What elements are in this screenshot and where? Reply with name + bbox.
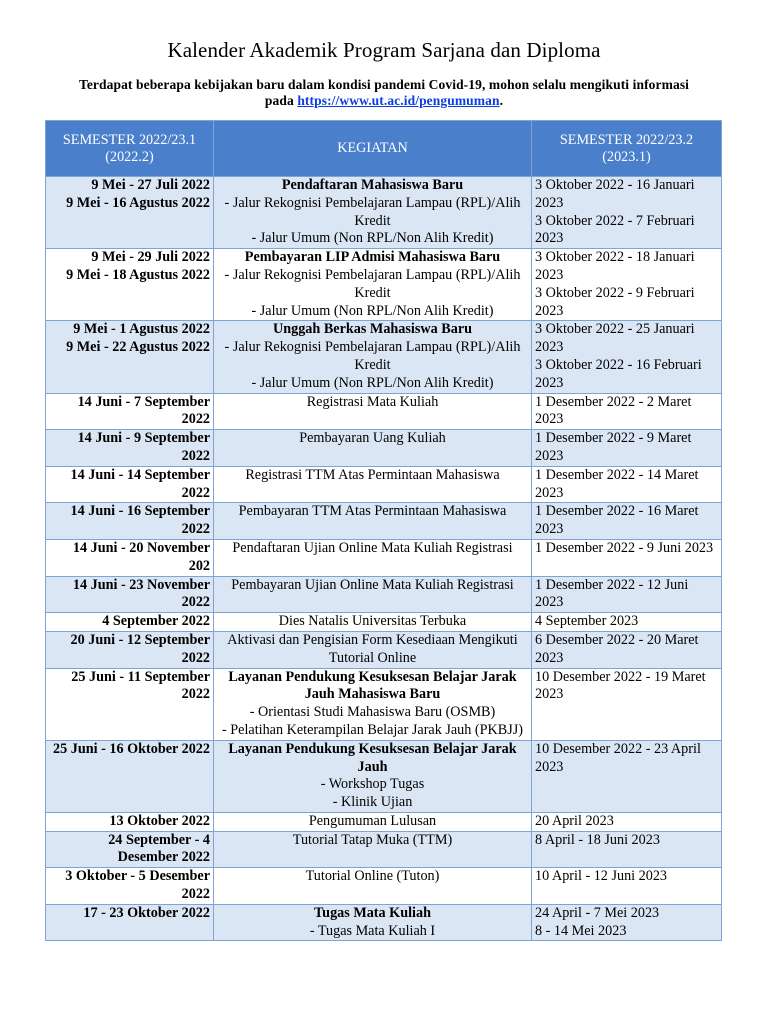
cell-line: - Orientasi Studi Mahasiswa Baru (OSMB) (249, 704, 496, 721)
table-header-row (46, 121, 722, 177)
semester-2-date (532, 831, 722, 868)
cell-line: 25 Juni - 16 Oktober 2022 (53, 740, 210, 757)
cell-line: 20 Juni - 12 September 2022 (70, 631, 210, 666)
activity-detail (217, 813, 528, 831)
cell-line: 9 Mei - 27 Juli 2022 (91, 177, 210, 193)
cell-line: 1 Desember 2022 - 16 Maret 2023 (535, 503, 699, 538)
cell-line: 6 Desember 2022 - 20 Maret 2023 (535, 631, 699, 666)
activity-cell (214, 321, 532, 393)
cell-line: 8 April - 18 Juni 2023 (535, 831, 660, 848)
semester-2-date (532, 321, 722, 393)
activity-detail (217, 540, 528, 558)
cell-line: 8 - 14 Mei 2023 (535, 922, 627, 939)
cell-line: - Jalur Rekognisi Pembelajaran Lampau (RPL)/Alih Kredit (224, 266, 521, 301)
activity-detail (217, 577, 528, 595)
activity-title: Unggah Berkas Mahasiswa Baru (272, 321, 473, 338)
activity-detail (217, 430, 528, 448)
activity-detail (217, 394, 528, 412)
cell-line: 9 Mei - 29 Juli 2022 (91, 249, 210, 266)
intro-suffix: . (499, 93, 504, 108)
semester-1-date (46, 466, 214, 503)
semester-1-date (46, 631, 214, 668)
cell-line: 24 September - 4 Desember 2022 (108, 831, 210, 866)
activity-detail (217, 704, 528, 740)
cell-line: 9 Mei - 18 Agustus 2022 (66, 266, 210, 283)
activity-title: Tugas Mata Kuliah (314, 904, 431, 921)
cell-line: 9 Mei - 22 Agustus 2022 (66, 339, 210, 356)
semester-2-date (532, 668, 722, 740)
semester-1-date (46, 503, 214, 540)
announcement-link[interactable]: https://www.ut.ac.id/pengumuman (297, 93, 500, 108)
cell-line: 1 Desember 2022 - 9 Maret 2023 (535, 430, 692, 464)
cell-line: Tutorial Tatap Muka (TTM) (292, 831, 453, 848)
cell-line: 1 Desember 2022 - 14 Maret 2023 (535, 466, 699, 501)
semester-1-date (46, 249, 214, 321)
cell-line: - Jalur Rekognisi Pembelajaran Lampau (RPL)/Alih Kredit (224, 194, 521, 229)
table-row (46, 868, 722, 905)
activity-detail (217, 923, 528, 941)
activity-title: Layanan Pendukung Kesuksesan Belajar Jarak Jauh Mahasiswa Baru (228, 668, 517, 703)
activity-detail (217, 503, 528, 521)
intro-prefix: pada (264, 93, 298, 108)
cell-line: 9 Mei - 16 Agustus 2022 (66, 194, 210, 211)
semester-2-date (532, 812, 722, 831)
activity-cell (214, 904, 532, 941)
semester-1-date (46, 831, 214, 868)
cell-line: 3 Oktober 2022 - 9 Februari 2023 (535, 284, 695, 319)
semester-2-date (532, 740, 722, 812)
cell-line: 13 Oktober 2022 (109, 812, 210, 829)
semester-1-date (46, 576, 214, 613)
activity-title: Layanan Pendukung Kesuksesan Belajar Jarak Jauh (228, 740, 517, 775)
cell-line: 3 Oktober - 5 Desember 2022 (65, 868, 210, 903)
semester-1-date (46, 393, 214, 430)
cell-line: - Workshop Tugas (320, 776, 425, 793)
cell-line: - Tugas Mata Kuliah I (309, 922, 436, 939)
semester-2-date (532, 177, 722, 249)
semester-1-date (46, 539, 214, 576)
activity-cell (214, 430, 532, 467)
cell-line: - Klinik Ujian (332, 794, 413, 811)
cell-line: 1 Desember 2022 - 2 Maret 2023 (535, 393, 692, 428)
cell-line: 17 - 23 Oktober 2022 (83, 904, 210, 921)
semester-2-date (532, 613, 722, 632)
cell-line: Aktivasi dan Pengisian Form Kesediaan Mengikuti Tutorial Online (227, 631, 518, 666)
activity-title: Pendaftaran Mahasiswa Baru (281, 177, 464, 193)
document-title: Kalender Akademik Program Sarjana dan Diploma (167, 38, 601, 62)
cell-line: 14 Juni - 7 September 2022 (77, 393, 210, 428)
table-row (46, 668, 722, 740)
semester-1-date (46, 668, 214, 740)
activity-cell (214, 631, 532, 668)
cell-line: Pembayaran Uang Kuliah (299, 430, 446, 447)
semester-1-date (46, 613, 214, 632)
semester-2-date (532, 868, 722, 905)
semester-2-date (532, 393, 722, 430)
cell-line: 3 Oktober 2022 - 25 Januari 2023 (535, 321, 695, 356)
activity-detail (217, 868, 528, 886)
cell-line: Pembayaran TTM Atas Permintaan Mahasiswa (238, 503, 507, 520)
activity-cell (214, 812, 532, 831)
semester-2-date (532, 249, 722, 321)
header-semester-2: SEMESTER 2022/23.2 (2023.1) (532, 121, 722, 177)
table-row (46, 904, 722, 941)
cell-line: 1 Desember 2022 - 12 Juni 2023 (535, 576, 689, 611)
activity-title: Pembayaran LIP Admisi Mahasiswa Baru (244, 249, 501, 266)
cell-line: Pengumuman Lulusan (308, 812, 437, 829)
semester-2-date (532, 430, 722, 467)
semester-2-date (532, 466, 722, 503)
cell-line: 10 Desember 2022 - 23 April 2023 (535, 740, 701, 775)
activity-cell (214, 539, 532, 576)
cell-line: 3 Oktober 2022 - 18 Januari 2023 (535, 249, 695, 283)
semester-1-date (46, 868, 214, 905)
activity-cell (214, 177, 532, 249)
semester-1-date (46, 812, 214, 831)
activity-cell (214, 868, 532, 905)
cell-line: - Jalur Umum (Non RPL/Non Alih Kredit) (251, 374, 494, 391)
cell-line: - Jalur Umum (Non RPL/Non Alih Kredit) (251, 302, 494, 319)
table-row (46, 503, 722, 540)
table-row (46, 249, 722, 321)
table-row (46, 831, 722, 868)
activity-cell (214, 740, 532, 812)
cell-line: Registrasi TTM Atas Permintaan Mahasiswa (245, 466, 500, 483)
table-row (46, 631, 722, 668)
table-row (46, 466, 722, 503)
cell-line: 3 Oktober 2022 - 16 Januari 2023 (535, 177, 695, 211)
table-row (46, 430, 722, 467)
table-row (46, 321, 722, 393)
activity-detail (217, 613, 528, 631)
cell-line: 1 Desember 2022 - 9 Juni 2023 (535, 539, 714, 556)
cell-line: Tutorial Online (Tuton) (305, 868, 440, 885)
cell-line: 14 Juni - 9 September 2022 (77, 430, 210, 464)
table-row (46, 740, 722, 812)
cell-line: 3 Oktober 2022 - 16 Februari 2023 (535, 356, 702, 391)
cell-line: Dies Natalis Universitas Terbuka (278, 613, 467, 630)
semester-1-date (46, 740, 214, 812)
activity-cell (214, 249, 532, 321)
activity-detail (217, 632, 528, 668)
cell-line: 14 Juni - 16 September 2022 (70, 503, 210, 538)
cell-line: - Jalur Umum (Non RPL/Non Alih Kredit) (251, 230, 494, 247)
table-row (46, 393, 722, 430)
academic-calendar-table (45, 120, 722, 941)
cell-line: 4 September 2022 (102, 613, 210, 630)
cell-line: - Jalur Rekognisi Pembelajaran Lampau (RPL)/Alih Kredit (224, 339, 521, 373)
semester-2-date (532, 539, 722, 576)
cell-line: 10 April - 12 Juni 2023 (535, 868, 668, 885)
header-semester-1: SEMESTER 2022/23.1 (2022.2) (46, 121, 214, 177)
activity-cell (214, 503, 532, 540)
activity-cell (214, 668, 532, 740)
cell-line: 10 Desember 2022 - 19 Maret 2023 (535, 668, 706, 703)
semester-1-date (46, 904, 214, 941)
activity-detail (217, 267, 528, 320)
activity-detail (217, 339, 528, 392)
cell-line: 20 April 2023 (535, 812, 614, 829)
intro-notice (0, 77, 768, 109)
activity-detail (217, 467, 528, 485)
table-row (46, 539, 722, 576)
cell-line: Pendaftaran Ujian Online Mata Kuliah Registrasi (232, 539, 513, 556)
table-row (46, 576, 722, 613)
activity-detail (217, 776, 528, 812)
semester-2-date (532, 576, 722, 613)
calendar-body (46, 177, 722, 941)
cell-line: 25 Juni - 11 September 2022 (71, 668, 210, 703)
semester-2-date (532, 631, 722, 668)
header-kegiatan: KEGIATAN (214, 121, 532, 177)
activity-cell (214, 831, 532, 868)
cell-line: Registrasi Mata Kuliah (306, 393, 439, 410)
activity-cell (214, 466, 532, 503)
table-row (46, 177, 722, 249)
intro-text: Terdapat beberapa kebijakan baru dalam kondisi pandemi Covid-19, mohon selalu mengikuti informasi (78, 77, 690, 92)
table-row (46, 812, 722, 831)
cell-line: 24 April - 7 Mei 2023 (535, 904, 660, 921)
cell-line: 9 Mei - 1 Agustus 2022 (73, 321, 210, 338)
cell-line: 3 Oktober 2022 - 7 Februari 2023 (535, 212, 695, 247)
table-row (46, 613, 722, 632)
semester-2-date (532, 904, 722, 941)
cell-line: 4 September 2023 (535, 613, 639, 630)
semester-1-date (46, 430, 214, 467)
cell-line: 14 Juni - 14 September 2022 (70, 466, 210, 501)
activity-detail (217, 195, 528, 248)
semester-1-date (46, 321, 214, 393)
cell-line: 14 Juni - 23 November 2022 (72, 576, 210, 611)
cell-line: - Pelatihan Keterampilan Belajar Jarak Jauh (PKBJJ) (222, 721, 523, 738)
cell-line: 14 Juni - 20 November 202 (72, 539, 210, 574)
cell-line: Pembayaran Ujian Online Mata Kuliah Registrasi (231, 576, 514, 593)
activity-cell (214, 576, 532, 613)
semester-1-date (46, 177, 214, 249)
activity-cell (214, 613, 532, 632)
activity-detail (217, 832, 528, 850)
activity-cell (214, 393, 532, 430)
semester-2-date (532, 503, 722, 540)
